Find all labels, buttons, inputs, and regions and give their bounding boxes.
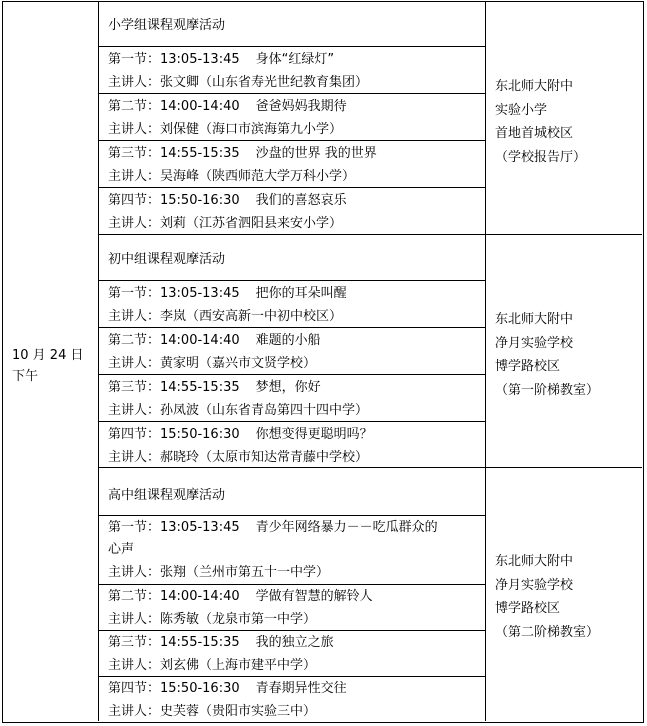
session-speaker: 主讲人：黄家明（嘉兴市文贤学校） xyxy=(108,356,317,371)
session-time: 第四节：15:50-16:30 xyxy=(108,681,240,696)
session-topic: 青少年网络暴力－－吃瓜群众的 xyxy=(255,520,438,535)
venue-line: 博学路校区 xyxy=(495,359,561,374)
session-row xyxy=(98,677,486,721)
group-header xyxy=(98,235,486,281)
session-time: 第四节：15:50-16:30 xyxy=(108,193,240,208)
group-header xyxy=(98,468,486,516)
session-speaker: 主讲人：张翔（兰州市第五十一中学） xyxy=(108,565,330,580)
date-cell xyxy=(2,1,99,721)
venue-line: （学校报告厅） xyxy=(495,149,587,165)
session-time: 第三节：14:55-15:35 xyxy=(108,146,240,161)
venue-line: （第二阶梯教室） xyxy=(495,624,600,640)
session-speaker: 主讲人：孙凤波（山东省青岛第四十四中学） xyxy=(108,403,369,418)
date-label xyxy=(12,345,83,387)
venue-line: （第一阶梯教室） xyxy=(495,382,600,398)
session-time-line xyxy=(108,48,334,71)
session-time-line xyxy=(108,329,321,352)
session-speaker: 主讲人：刘莉（江苏省泗阳县来安小学） xyxy=(108,216,343,231)
session-topic: 你想变得更聪明吗？ xyxy=(255,427,373,442)
session-row xyxy=(98,188,486,234)
group-title: 初中组课程观摩活动 xyxy=(108,252,226,267)
session-row xyxy=(98,94,486,141)
venue-line: 东北师大附中 xyxy=(495,79,574,94)
session-topic: 沙盘的世界 我的世界 xyxy=(255,146,377,161)
session-time: 第三节：14:55-15:35 xyxy=(108,635,240,650)
session-time-line xyxy=(108,677,347,700)
group-title: 高中组课程观摩活动 xyxy=(108,488,226,503)
session-topic: 学做有智慧的解铃人 xyxy=(255,589,373,604)
session-topic: 我们的喜怒哀乐 xyxy=(255,193,347,208)
session-row xyxy=(98,585,486,631)
venue-line: 净月实验学校 xyxy=(495,335,574,351)
venue-cell xyxy=(486,308,642,402)
session-time-line xyxy=(108,516,438,539)
session-speaker: 主讲人：陈秀敏（龙泉市第一中学） xyxy=(108,612,317,627)
session-time: 第二节：14:00-14:40 xyxy=(108,589,240,604)
session-speaker: 主讲人：吴海峰（陕西师范大学万科小学） xyxy=(108,169,356,184)
session-row xyxy=(98,141,486,188)
session-topic: 爸爸妈妈我期待 xyxy=(255,99,347,114)
session-row xyxy=(98,516,486,585)
group-junior xyxy=(98,235,642,468)
venue-line: 实验小学 xyxy=(495,102,548,118)
session-time-line xyxy=(108,189,347,212)
session-time-line xyxy=(108,95,347,118)
session-speaker: 主讲人：刘保健（海口市滨海第九小学） xyxy=(108,122,343,137)
session-speaker: 主讲人：李岚（西安高新一中初中校区） xyxy=(108,309,343,324)
session-row xyxy=(98,328,486,375)
session-topic: 难题的小船 xyxy=(255,333,321,348)
session-time-line xyxy=(108,142,377,165)
session-speaker: 主讲人：史芙蓉（贵阳市实验三中） xyxy=(108,704,317,719)
session-time-line xyxy=(108,376,321,399)
session-time: 第一节：13:05-13:45 xyxy=(108,520,240,535)
session-row xyxy=(98,281,486,328)
session-topic: 我的独立之旅 xyxy=(255,635,334,650)
date-line-2: 下午 xyxy=(12,369,39,384)
group-primary xyxy=(98,1,642,235)
session-time-line xyxy=(108,585,373,608)
session-topic-cont: 心声 xyxy=(108,542,135,557)
venue-line: 东北师大附中 xyxy=(495,312,574,327)
session-row xyxy=(98,631,486,677)
session-time-line xyxy=(108,282,347,305)
session-time: 第三节：14:55-15:35 xyxy=(108,380,240,395)
session-speaker: 主讲人：刘玄佛（上海市建平中学） xyxy=(108,658,317,673)
session-time-line xyxy=(108,631,334,654)
venue-line: 首地首城校区 xyxy=(495,126,574,141)
session-topic: 身体“红绿灯” xyxy=(255,52,335,67)
session-topic: 青春期异性交往 xyxy=(255,681,347,696)
session-time: 第四节：15:50-16:30 xyxy=(108,427,240,442)
venue-cell xyxy=(486,75,642,169)
session-row xyxy=(98,422,486,467)
venue-line: 净月实验学校 xyxy=(495,577,574,593)
session-topic: 梦想，你好 xyxy=(255,380,321,395)
venue-line: 博学路校区 xyxy=(495,601,561,616)
session-speaker: 主讲人：张文卿（山东省寿光世纪教育集团） xyxy=(108,75,369,90)
group-title: 小学组课程观摩活动 xyxy=(108,18,226,33)
group-senior xyxy=(98,468,642,721)
session-topic: 把你的耳朵叫醒 xyxy=(255,286,347,301)
session-time: 第一节：13:05-13:45 xyxy=(108,286,240,301)
session-row xyxy=(98,375,486,422)
session-time: 第一节：13:05-13:45 xyxy=(108,52,240,67)
venue-line: 东北师大附中 xyxy=(495,554,574,569)
session-time-line xyxy=(108,423,373,446)
date-line-1: 10 月 24 日 xyxy=(12,348,84,363)
session-time: 第二节：14:00-14:40 xyxy=(108,99,240,114)
session-speaker: 主讲人：郝晓玲（太原市知达常青藤中学校） xyxy=(108,450,369,465)
group-header xyxy=(98,1,486,47)
session-row xyxy=(98,47,486,94)
venue-cell xyxy=(486,550,642,644)
session-time: 第二节：14:00-14:40 xyxy=(108,333,240,348)
